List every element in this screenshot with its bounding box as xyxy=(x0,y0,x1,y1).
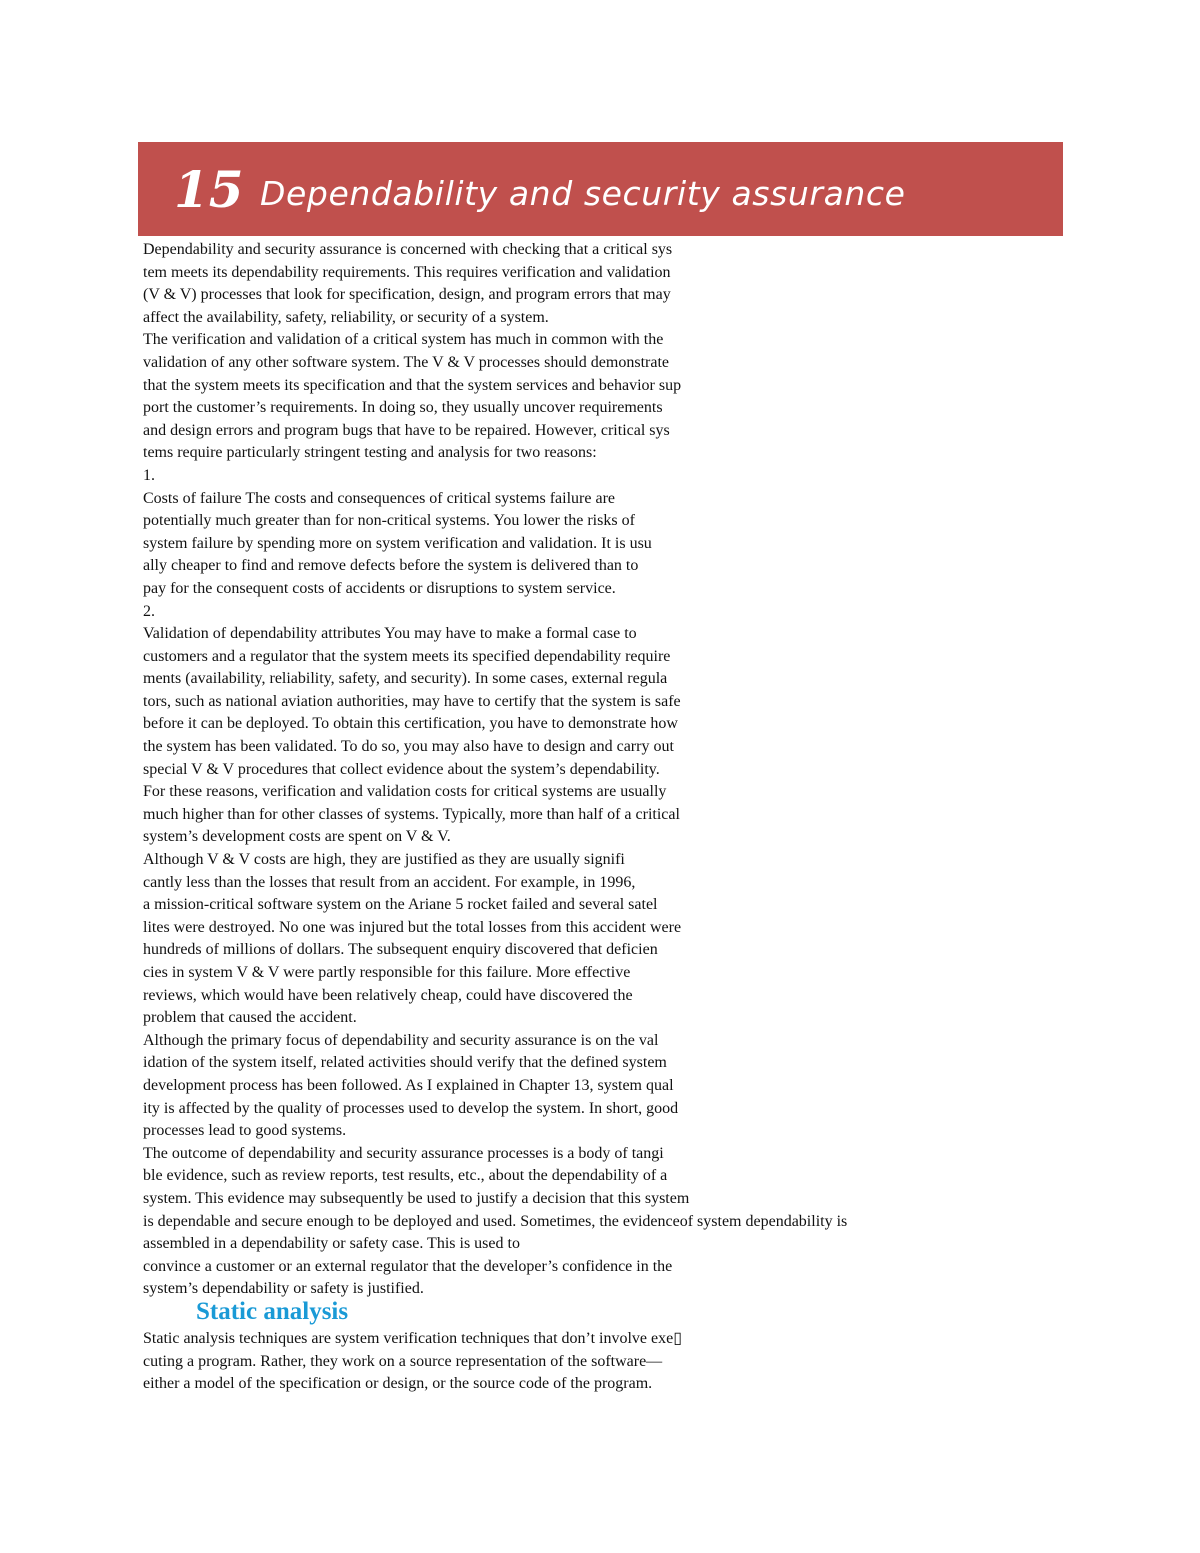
body-line: tems require particularly stringent testing and analysis for two reasons: xyxy=(143,444,597,462)
body-line: Costs of failure The costs and consequences of critical systems failure are xyxy=(143,489,615,507)
body-line: is dependable and secure enough to be deployed and used. Sometimes, the evidenceof system dependability is xyxy=(143,1212,848,1230)
body-line: ble evidence, such as review reports, test results, etc., about the dependability of a xyxy=(143,1167,668,1185)
body-line: ally cheaper to find and remove defects before the system is delivered than to xyxy=(143,557,639,575)
body-line: potentially much greater than for non-critical systems. You lower the risks of xyxy=(143,512,635,530)
body-line: convince a customer or an external regulator that the developer’s confidence in the xyxy=(143,1257,673,1275)
body-line: problem that caused the accident. xyxy=(143,1009,357,1027)
body-line: system’s development costs are spent on V & V. xyxy=(143,828,451,846)
body-line: tem meets its dependability requirements. This requires verification and validation xyxy=(143,263,671,281)
body-line: customers and a regulator that the system meets its specified dependability require xyxy=(143,647,671,665)
body-line: Dependability and security assurance is concerned with checking that a critical sys xyxy=(143,241,673,258)
body-line: The verification and validation of a critical system has much in common with the xyxy=(143,331,664,349)
body-line: the system has been validated. To do so, you may also have to design and carry out xyxy=(143,738,674,756)
body-line: a mission-critical software system on the Ariane 5 rocket failed and several satel xyxy=(143,896,658,914)
body-line: and design errors and program bugs that have to be repaired. However, critical sys xyxy=(143,421,670,439)
body-line: hundreds of millions of dollars. The subsequent enquiry discovered that deficien xyxy=(143,941,658,959)
list-number: 1. xyxy=(143,466,155,484)
body-line: validation of any other software system. The V & V processes should demonstrate xyxy=(143,353,669,371)
body-line: For these reasons, verification and validation costs for critical systems are usually xyxy=(143,783,667,801)
body-line: processes lead to good systems. xyxy=(143,1122,347,1140)
body-line: either a model of the specification or design, or the source code of the program. xyxy=(143,1375,653,1393)
body-line: before it can be deployed. To obtain this certification, you have to demonstrate how xyxy=(143,715,678,733)
body-line: special V & V procedures that collect evidence about the system’s dependability. xyxy=(143,760,660,778)
body-line: system. This evidence may subsequently be used to justify a decision that this system xyxy=(143,1189,690,1207)
chapter-title: Dependability and security assurance xyxy=(260,174,906,213)
body-line: much higher than for other classes of systems. Typically, more than half of a critical xyxy=(143,805,680,823)
body-line: assembled in a dependability or safety case. This is used to xyxy=(143,1235,520,1253)
static-analysis-body xyxy=(143,1328,1143,1396)
body-line: idation of the system itself, related activities should verify that the defined system xyxy=(143,1054,667,1072)
chapter-number: 15 xyxy=(174,160,244,219)
body-line: reviews, which would have been relatively cheap, could have discovered the xyxy=(143,986,633,1004)
body-line: Although V & V costs are high, they are justified as they are usually signifi xyxy=(143,851,625,869)
body-line: pay for the consequent costs of accidents or disruptions to system service. xyxy=(143,579,616,597)
section-heading-static-analysis: Static analysis xyxy=(196,1298,349,1325)
body-line: cuting a program. Rather, they work on a source representation of the software— xyxy=(143,1352,663,1370)
chapter-body xyxy=(143,239,1143,1301)
body-line: that the system meets its specification and that the system services and behavior sup xyxy=(143,376,682,394)
body-line: Validation of dependability attributes You may have to make a formal case to xyxy=(143,625,637,643)
body-line: tors, such as national aviation authorities, may have to certify that the system is safe xyxy=(143,692,681,710)
body-line: cantly less than the losses that result from an accident. For example, in 1996, xyxy=(143,873,636,891)
body-line: Static analysis techniques are system verification techniques that don’t involve exe▯ xyxy=(143,1330,683,1347)
body-line: The outcome of dependability and security assurance processes is a body of tangi xyxy=(143,1144,664,1162)
body-line: system’s dependability or safety is justified. xyxy=(143,1280,424,1298)
body-line: Although the primary focus of dependability and security assurance is on the val xyxy=(143,1031,659,1049)
body-line: lites were destroyed. No one was injured but the total losses from this accident were xyxy=(143,918,682,936)
list-number: 2. xyxy=(143,602,155,620)
body-line: development process has been followed. As I explained in Chapter 13, system qual xyxy=(143,1076,674,1094)
body-line: system failure by spending more on system verification and validation. It is usu xyxy=(143,534,652,552)
body-line: ity is affected by the quality of processes used to develop the system. In short, good xyxy=(143,1099,679,1117)
chapter-banner xyxy=(138,142,1063,236)
body-line: ments (availability, reliability, safety, and security). In some cases, external regula xyxy=(143,670,668,688)
body-line: cies in system V & V were partly responsible for this failure. More effective xyxy=(143,964,631,981)
body-line: affect the availability, safety, reliability, or security of a system. xyxy=(143,308,549,326)
body-line: (V & V) processes that look for specification, design, and program errors that may xyxy=(143,286,671,304)
body-line: port the customer’s requirements. In doing so, they usually uncover requirements xyxy=(143,399,663,417)
